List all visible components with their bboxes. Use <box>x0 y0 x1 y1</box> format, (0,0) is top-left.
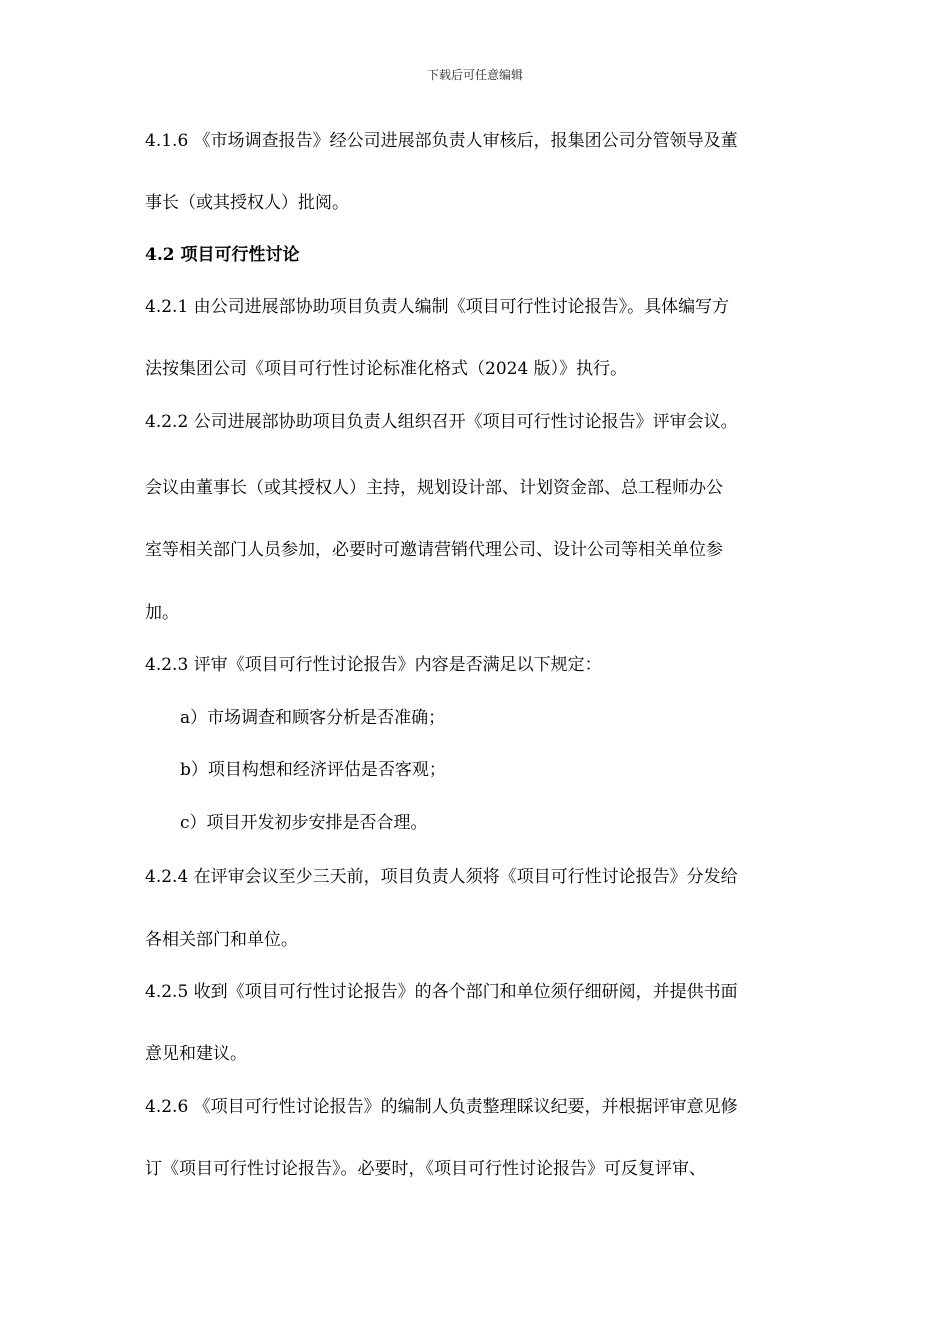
paragraph-line: 法按集团公司《项目可行性讨论标准化格式（2024 版）》执行。 <box>145 359 628 379</box>
section-heading: 4.2 项目可行性讨论 <box>145 245 300 265</box>
paragraph-line: 会议由董事长（或其授权人）主持，规划设计部、计划资金部、总工程师办公 <box>145 478 723 498</box>
paragraph-line: 4.2.3 评审《项目可行性讨论报告》内容是否满足以下规定： <box>145 655 602 675</box>
paragraph-line: 4.2.1 由公司进展部协助项目负责人编制《项目可行性讨论报告》。具体编写方 <box>145 297 730 317</box>
list-item: c）项目开发初步安排是否合理。 <box>180 813 428 833</box>
paragraph-line: 意见和建议。 <box>145 1044 247 1064</box>
paragraph-line: 4.2.5 收到《项目可行性讨论报告》的各个部门和单位须仔细研阅，并提供书面 <box>145 982 738 1002</box>
paragraph-line: 加。 <box>145 603 179 623</box>
paragraph-line: 4.1.6 《市场调查报告》经公司进展部负责人审核后，报集团公司分管领导及董 <box>145 131 738 151</box>
paragraph-line: 室等相关部门人员参加，必要时可邀请营销代理公司、设计公司等相关单位参 <box>145 540 723 560</box>
list-item: a）市场调查和顾客分析是否准确； <box>180 708 446 728</box>
paragraph-line: 各相关部门和单位。 <box>145 930 298 950</box>
paragraph-line: 4.2.4 在评审会议至少三天前，项目负责人须将《项目可行性讨论报告》分发给 <box>145 867 738 887</box>
paragraph-line: 事长（或其授权人）批阅。 <box>145 193 349 213</box>
paragraph-line: 4.2.2 公司进展部协助项目负责人组织召开《项目可行性讨论报告》评审会议。 <box>145 412 738 432</box>
paragraph-line: 订《项目可行性讨论报告》。必要时，《项目可行性讨论报告》可反复评审、 <box>145 1159 706 1179</box>
list-item: b）项目构想和经济评估是否客观； <box>180 760 446 780</box>
page-header-note: 下载后可任意编辑 <box>426 68 523 82</box>
paragraph-line: 4.2.6 《项目可行性讨论报告》的编制人负责整理睬议纪要，并根据评审意见修 <box>145 1097 738 1117</box>
